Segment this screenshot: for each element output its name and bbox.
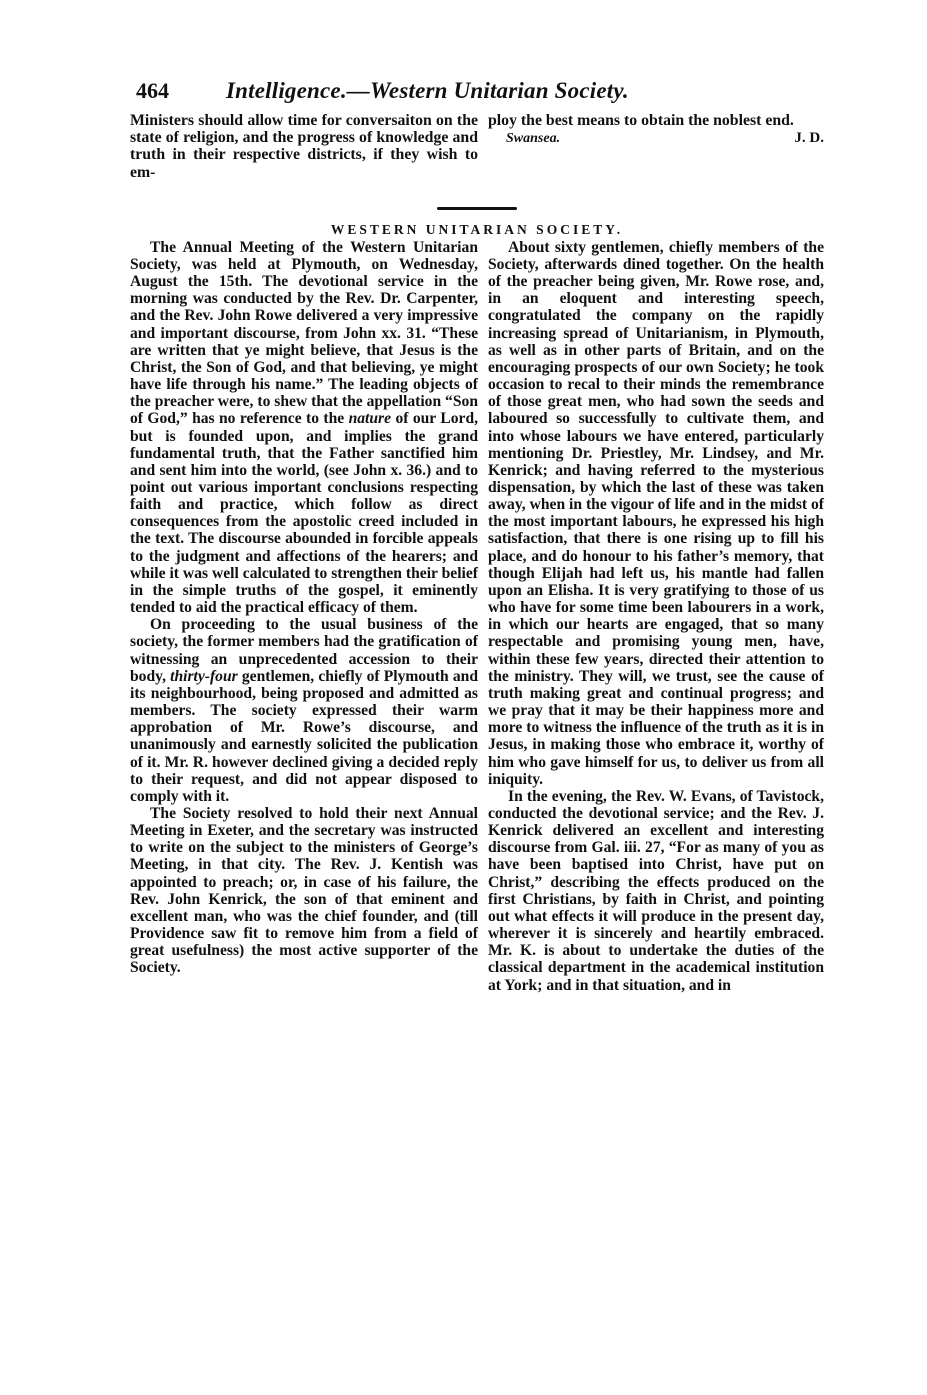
paragraph: On proceeding to the usual business of the society, the former members had the gratification of witnessing an unprecedented accession to their body, thirty-four gentlemen, chiefly of Plymouth and its neighbourhood, being proposed and admitted as members. The society expressed their warm approbation of Mr. Rowe’s discourse, and unanimously and earnestly solicited the publication of it. Mr. R. however declined giving a decided reply to their request, and did not appear disposed to comply with it. — [130, 616, 479, 805]
emphasis: thirty-four — [170, 667, 238, 685]
section-divider-rule — [437, 207, 517, 210]
article-body — [130, 239, 824, 994]
top-right-column — [488, 112, 824, 181]
top-left-column — [130, 112, 478, 181]
page-number: 464 — [136, 78, 169, 103]
left-column — [130, 239, 478, 994]
paragraph: The Annual Meeting of the Western Unitarian Society, was held at Plymouth, on Wednesday, August the 15th. The devotional service in the morning was conducted by the Rev. Dr. Carpenter, and the Rev. John Rowe delivered a very impressive and important discourse, from John xx. 31. “These are written that ye might believe, that Jesus is the Christ, the Son of God, and that believing, ye might have life through his name.” The leading objects of the preacher were, to shew that the appellation “Son of God,” has no reference to the nature of our Lord, but is founded upon, and implies the grand fundamental truth, that the Father sanctified him and sent him into the world, (see John x. 36.) and to point out various important conclusions respecting faith and practice, which follow as direct consequences from the apostolic creed included in the text. The discourse abounded in forcible appeals to the judgment and affections of the hearers; and while it was well calculated to strengthen their belief in the simple truths of the gospel, it eminently tended to aid the practical efficacy of them. — [130, 238, 479, 617]
paragraph: In the evening, the Rev. W. Evans, of Tavistock, conducted the devotional service; and the Rev. J. Kenrick delivered an excellent and interesting discourse from Gal. iii. 27, “For as many of you as have been baptised into Christ, have put on Christ,” describing the effects produced on the first Christians, by faith in Christ, and pointing out what effects it will produce in the present day, wherever it is sincerely and heartily embraced. Mr. K. is about to undertake the duties of the classical department in the academical institution at York; and in that situation, and in — [488, 787, 824, 994]
paragraph: Ministers should allow time for conversaiton on the state of religion, and the progress of knowledge and truth in their respective districts, if they wish to em- — [130, 112, 478, 181]
running-head — [130, 78, 824, 112]
paragraph: The Society resolved to hold their next Annual Meeting in Exeter, and the secretary was instructed to write on the subject to the ministers of George’s Meeting, in that city. The Rev. J. Kentish was appointed to preach; or, in case of his failure, the Rev. John Kenrick, the son of that eminent and excellent man, who was the chief founder, and (till Providence saw fit to remove him from a field of great usefulness) the most active supporter of the Society. — [130, 804, 478, 977]
emphasis: nature — [348, 410, 392, 428]
document-page — [130, 78, 824, 994]
right-column — [488, 239, 824, 994]
paragraph: ploy the best means to obtain the noblest end. — [488, 112, 794, 129]
previous-article-ending — [130, 112, 824, 181]
paragraph: About sixty gentlemen, chiefly members of the Society, afterwards dined together. On the health of the preacher being given, Mr. Rowe rose, and, in an eloquent and interesting speech, congratulated the company on the rapidly increasing spread of Unitarianism, in Plymouth, as well as in other parts of Britain, and on the encouraging prospects of our own Society; he took occasion to recal to their minds the remembrance of those great men, who had sown the seeds and laboured so successfully to cultivate them, and into whose labours we have entered, particularly mentioning Dr. Priestley, Mr. Lindsey, and Mr. Kenrick; and having referred to the mysterious dispensation, by which the last of these was taken away, when in the vigour of life and in the midst of the most important labours, he expressed his high satisfaction, that there is one rising up to fill his place, and do honour to his father’s memory, that though Elijah had left us, his mantle had fallen upon an Elisha. It is very gratifying to those of us who have for some time been labourers in a work, in which our hearts are engaged, that so many respectable and promising young men, have, within these few years, directed their attention to the ministry. They will, we trust, see the cause of truth making great and continual progress; and we pray that it may be their happiness more and more to witness the influence of the truth as it is in Jesus, in making those who embrace it, worthy of him who gave himself for us, to deliver us from all iniquity. — [488, 238, 824, 788]
running-title: Intelligence.—Western Unitarian Society. — [226, 78, 629, 103]
article-heading: WESTERN UNITARIAN SOCIETY. — [330, 221, 624, 237]
signoff — [488, 130, 824, 147]
signoff-initials: J. D. — [794, 130, 824, 147]
signoff-place: Swansea. — [506, 131, 561, 147]
